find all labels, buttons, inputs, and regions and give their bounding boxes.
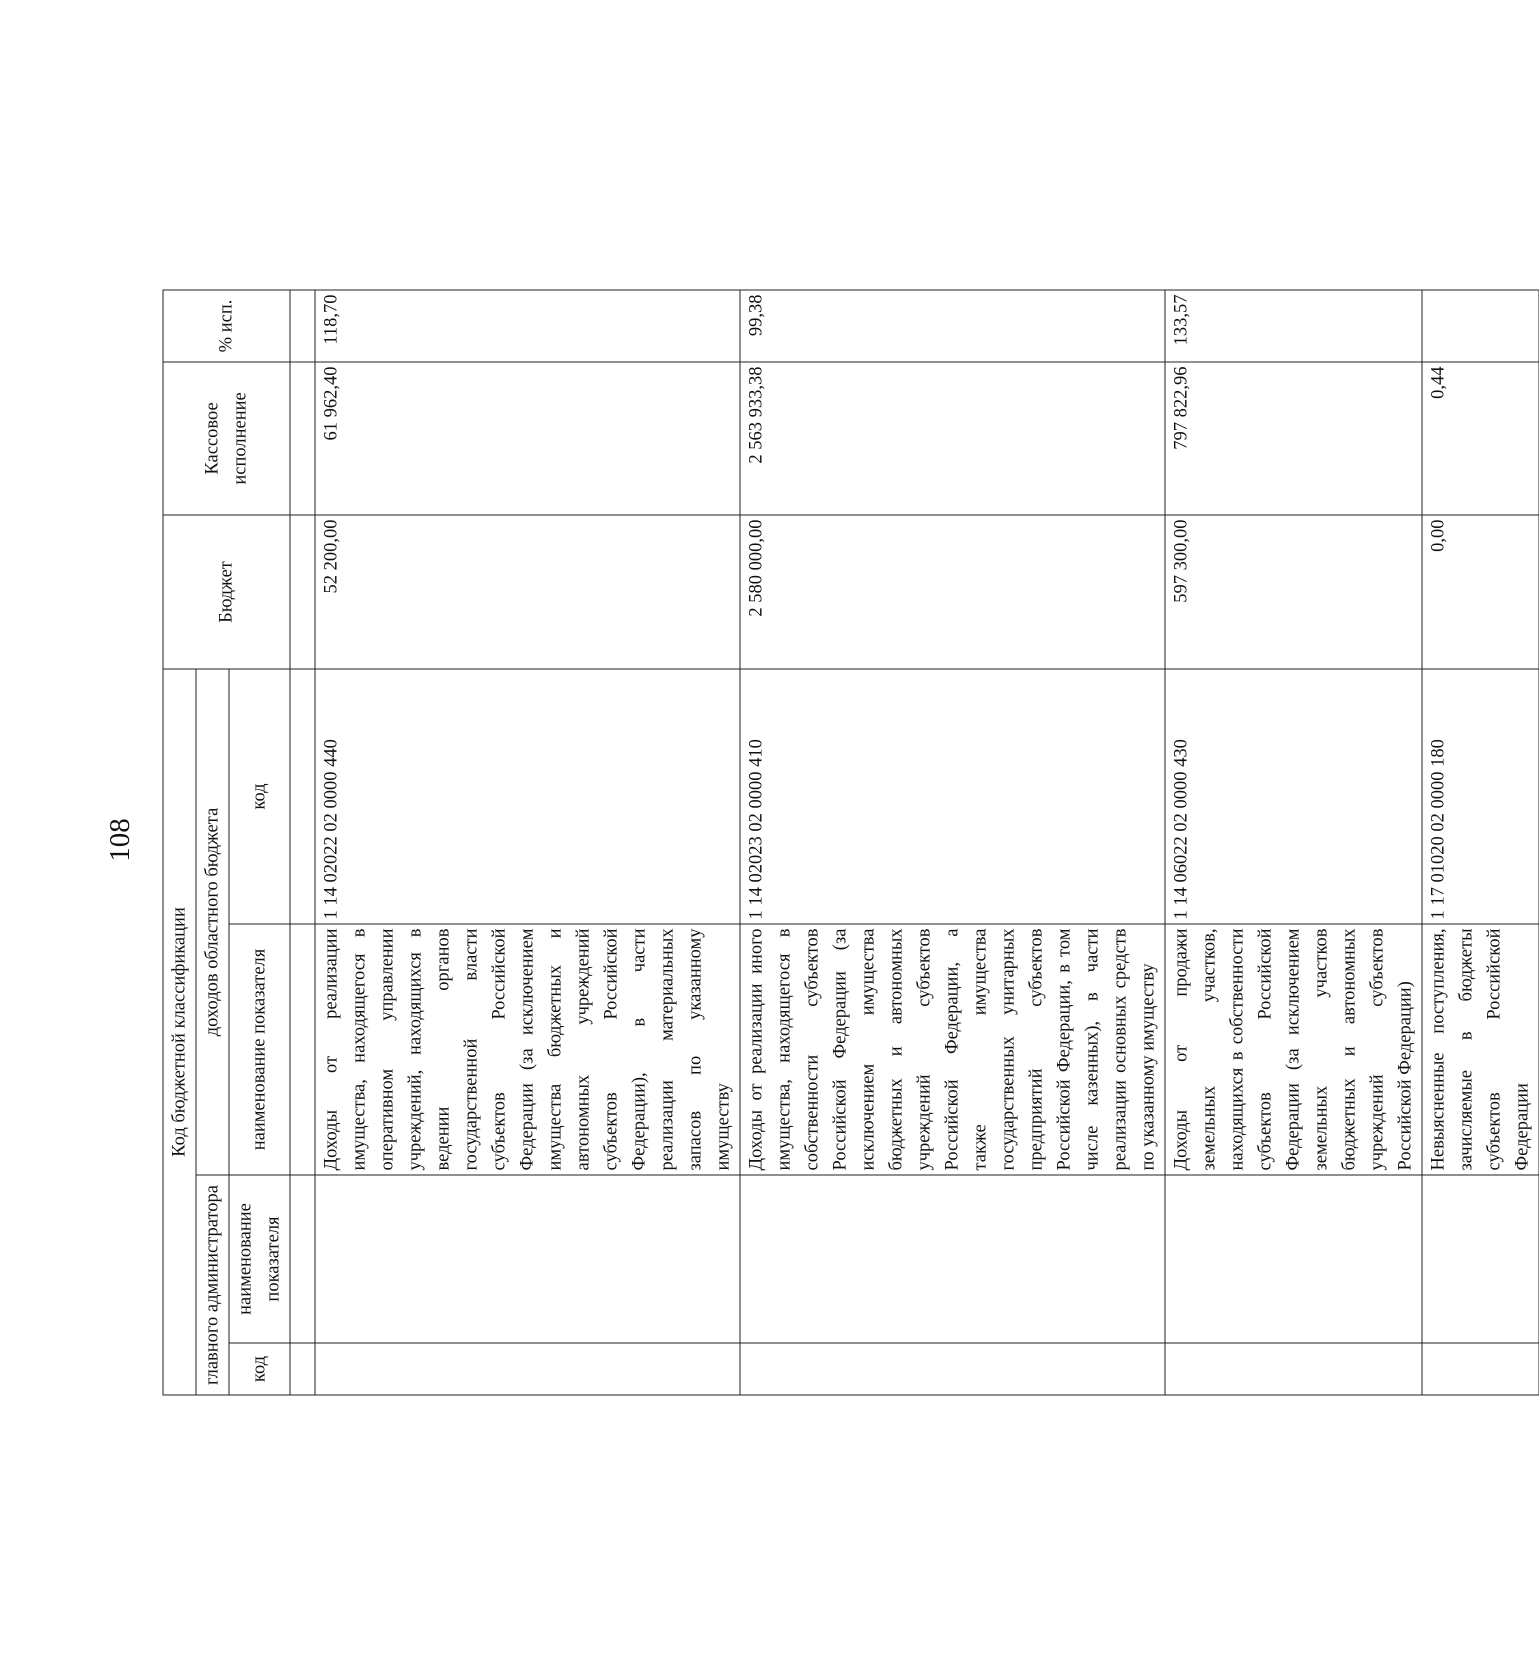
- budget-cell: 52 200,00: [315, 515, 740, 669]
- percent-cell: 133,57: [1165, 290, 1422, 362]
- income-code-cell: 1 14 06022 02 0000 430: [1165, 669, 1422, 924]
- admin-name-cell: [1165, 1175, 1422, 1343]
- indicator-name-cell: Невыясненные поступления, зачисляемые в бюджеты субъектов Российской Федерации: [1422, 924, 1539, 1175]
- cash-execution-cell: 0,44: [1422, 362, 1539, 515]
- header-cash-execution: Кассовое исполнение: [163, 362, 290, 515]
- table-row: [1422, 290, 1539, 1395]
- cash-execution-cell: 797 822,96: [1165, 362, 1422, 515]
- admin-code-cell: [740, 1343, 1165, 1395]
- header-admin-name: наименование показателя: [229, 1175, 290, 1343]
- income-code-cell: 1 17 01020 02 0000 180: [1422, 669, 1539, 924]
- header-row-1: [163, 290, 196, 1395]
- header-budget: Бюджет: [163, 515, 290, 669]
- percent-cell: 118,70: [315, 290, 740, 362]
- admin-name-cell: [740, 1175, 1165, 1343]
- cash-execution-cell: 2 563 933,38: [740, 362, 1165, 515]
- budget-table-rotated: [162, 291, 1532, 1396]
- header-indicator-name: наименование показателя: [229, 924, 290, 1175]
- header-regional-income: доходов областного бюджета: [196, 669, 229, 1175]
- header-admin-code: код: [229, 1343, 290, 1395]
- continuation-stub-row: [290, 290, 315, 1395]
- indicator-name-cell: Доходы от реализации иного имущества, находящегося в собственности субъектов Российской Федерации (за исключением имущества бюджетных и автономных учреждений субъектов Российской Федерации, а также имущества государственных унитарных предприятий субъектов Российской Федерации, в том числе казенных), в части реализации основных средств по указанному имуществу: [740, 924, 1165, 1175]
- cash-execution-cell: 61 962,40: [315, 362, 740, 515]
- header-income-code: код: [229, 669, 290, 924]
- header-classification: Код бюджетной классификации: [163, 669, 196, 1395]
- table-row: [740, 290, 1165, 1395]
- admin-code-cell: [1422, 1343, 1539, 1395]
- table-row: [1165, 290, 1422, 1395]
- budget-cell: 597 300,00: [1165, 515, 1422, 669]
- percent-cell: 99,38: [740, 290, 1165, 362]
- admin-code-cell: [315, 1343, 740, 1395]
- percent-cell: [1422, 290, 1539, 362]
- admin-name-cell: [315, 1175, 740, 1343]
- admin-code-cell: [1165, 1343, 1422, 1395]
- header-percent: % исп.: [163, 290, 290, 362]
- table-row: [315, 290, 740, 1395]
- indicator-name-cell: Доходы от реализации имущества, находящегося в оперативном управлении учреждений, находящихся в ведении органов государственной власти субъектов Российской Федерации (за исключением имущества бюджетных и автономных учреждений субъектов Российской Федерации), в части реализации материальных запасов по указанному имуществу: [315, 924, 740, 1175]
- income-code-cell: 1 14 02023 02 0000 410: [740, 669, 1165, 924]
- admin-name-cell: [1422, 1175, 1539, 1343]
- header-chief-admin: главного администратора: [196, 1175, 229, 1395]
- indicator-name-cell: Доходы от продажи земельных участков, находящихся в собственности субъектов Российской Федерации (за исключением земельных участков бюджетных и автономных учреждений субъектов Российской Федерации): [1165, 924, 1422, 1175]
- budget-cell: 0,00: [1422, 515, 1539, 669]
- income-code-cell: 1 14 02022 02 0000 440: [315, 669, 740, 924]
- page-number: 108: [104, 818, 136, 862]
- budget-cell: 2 580 000,00: [740, 515, 1165, 669]
- budget-table: [162, 289, 1539, 1395]
